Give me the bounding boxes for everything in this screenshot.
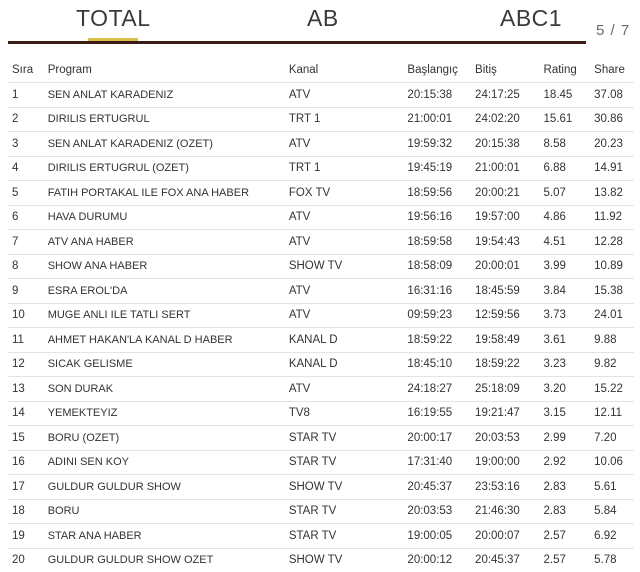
cell-program: BORU (OZET): [48, 426, 289, 451]
cell-rank: 20: [8, 548, 48, 572]
ratings-table: [8, 58, 634, 572]
cell-baslangic: 09:59:23: [407, 303, 475, 328]
cell-rating: 18.45: [544, 83, 595, 108]
cell-rank: 6: [8, 205, 48, 230]
audience-tab-bar: [0, 0, 640, 44]
cell-rank: 14: [8, 401, 48, 426]
cell-rank: 2: [8, 107, 48, 132]
table-row[interactable]: [8, 83, 634, 108]
cell-kanal: TV8: [289, 401, 408, 426]
cell-share: 10.06: [594, 450, 634, 475]
cell-kanal: ATV: [289, 205, 408, 230]
cell-kanal: ATV: [289, 377, 408, 402]
cell-kanal: KANAL D: [289, 328, 408, 353]
cell-share: 24.01: [594, 303, 634, 328]
cell-share: 15.22: [594, 377, 634, 402]
cell-rating: 3.73: [544, 303, 595, 328]
column-header-baslangic[interactable]: Başlangıç: [407, 58, 475, 83]
cell-program: DIRILIS ERTUGRUL (OZET): [48, 156, 289, 181]
cell-share: 12.28: [594, 230, 634, 255]
cell-rank: 11: [8, 328, 48, 353]
cell-program: GULDUR GULDUR SHOW: [48, 475, 289, 500]
table-row[interactable]: [8, 475, 634, 500]
table-row[interactable]: [8, 426, 634, 451]
cell-bitis: 20:00:21: [475, 181, 543, 206]
tab-ab[interactable]: AB: [307, 5, 339, 32]
cell-bitis: 19:58:49: [475, 328, 543, 353]
cell-share: 13.82: [594, 181, 634, 206]
cell-rank: 7: [8, 230, 48, 255]
cell-rank: 17: [8, 475, 48, 500]
cell-kanal: STAR TV: [289, 499, 408, 524]
cell-rating: 2.57: [544, 548, 595, 572]
cell-kanal: SHOW TV: [289, 254, 408, 279]
cell-bitis: 25:18:09: [475, 377, 543, 402]
cell-program: SEN ANLAT KARADENIZ: [48, 83, 289, 108]
cell-rating: 3.23: [544, 352, 595, 377]
cell-rank: 18: [8, 499, 48, 524]
cell-bitis: 12:59:56: [475, 303, 543, 328]
cell-kanal: ATV: [289, 303, 408, 328]
cell-rating: 4.86: [544, 205, 595, 230]
cell-rank: 19: [8, 524, 48, 549]
cell-rank: 13: [8, 377, 48, 402]
cell-baslangic: 18:59:56: [407, 181, 475, 206]
cell-rating: 3.61: [544, 328, 595, 353]
cell-baslangic: 19:45:19: [407, 156, 475, 181]
cell-kanal: ATV: [289, 279, 408, 304]
cell-rating: 5.07: [544, 181, 595, 206]
cell-rating: 3.15: [544, 401, 595, 426]
cell-rating: 3.99: [544, 254, 595, 279]
column-header-kanal[interactable]: Kanal: [289, 58, 408, 83]
table-row[interactable]: [8, 303, 634, 328]
cell-rating: 2.83: [544, 499, 595, 524]
cell-program: SICAK GELISME: [48, 352, 289, 377]
cell-bitis: 18:59:22: [475, 352, 543, 377]
cell-bitis: 19:00:00: [475, 450, 543, 475]
cell-rating: 2.99: [544, 426, 595, 451]
column-header-program[interactable]: Program: [48, 58, 289, 83]
cell-baslangic: 18:45:10: [407, 352, 475, 377]
cell-baslangic: 18:59:58: [407, 230, 475, 255]
cell-program: SON DURAK: [48, 377, 289, 402]
cell-bitis: 21:00:01: [475, 156, 543, 181]
cell-program: HAVA DURUMU: [48, 205, 289, 230]
cell-rating: 4.51: [544, 230, 595, 255]
cell-share: 10.89: [594, 254, 634, 279]
cell-share: 37.08: [594, 83, 634, 108]
column-header-share[interactable]: Share: [594, 58, 634, 83]
table-row[interactable]: [8, 205, 634, 230]
cell-rating: 2.57: [544, 524, 595, 549]
table-header-row: [8, 58, 634, 83]
cell-kanal: ATV: [289, 83, 408, 108]
cell-kanal: STAR TV: [289, 524, 408, 549]
cell-share: 14.91: [594, 156, 634, 181]
cell-share: 9.88: [594, 328, 634, 353]
column-header-rating[interactable]: Rating: [544, 58, 595, 83]
table-row[interactable]: [8, 401, 634, 426]
cell-kanal: TRT 1: [289, 107, 408, 132]
column-header-rank[interactable]: Sıra: [8, 58, 48, 83]
tab-total[interactable]: TOTAL: [76, 5, 151, 32]
cell-kanal: ATV: [289, 132, 408, 157]
cell-share: 12.11: [594, 401, 634, 426]
cell-bitis: 20:00:07: [475, 524, 543, 549]
cell-program: ADINI SEN KOY: [48, 450, 289, 475]
cell-bitis: 19:21:47: [475, 401, 543, 426]
cell-rank: 3: [8, 132, 48, 157]
cell-bitis: 24:02:20: [475, 107, 543, 132]
cell-rank: 8: [8, 254, 48, 279]
cell-share: 15.38: [594, 279, 634, 304]
tab-abc1[interactable]: ABC1: [500, 5, 562, 32]
cell-program: ATV ANA HABER: [48, 230, 289, 255]
cell-program: YEMEKTEYIZ: [48, 401, 289, 426]
cell-share: 5.78: [594, 548, 634, 572]
table-row[interactable]: [8, 181, 634, 206]
cell-kanal: SHOW TV: [289, 548, 408, 572]
cell-program: STAR ANA HABER: [48, 524, 289, 549]
table-body: [8, 83, 634, 572]
cell-baslangic: 20:00:12: [407, 548, 475, 572]
cell-baslangic: 16:31:16: [407, 279, 475, 304]
cell-rating: 8.58: [544, 132, 595, 157]
cell-program: FATIH PORTAKAL ILE FOX ANA HABER: [48, 181, 289, 206]
cell-program: GULDUR GULDUR SHOW OZET: [48, 548, 289, 572]
cell-kanal: STAR TV: [289, 426, 408, 451]
column-header-bitis[interactable]: Bitiş: [475, 58, 543, 83]
cell-kanal: ATV: [289, 230, 408, 255]
table-row[interactable]: [8, 156, 634, 181]
cell-rating: 15.61: [544, 107, 595, 132]
table-row[interactable]: [8, 230, 634, 255]
cell-rank: 12: [8, 352, 48, 377]
cell-kanal: KANAL D: [289, 352, 408, 377]
cell-bitis: 20:00:01: [475, 254, 543, 279]
cell-rating: 3.84: [544, 279, 595, 304]
cell-baslangic: 18:59:22: [407, 328, 475, 353]
table-row[interactable]: [8, 328, 634, 353]
page-indicator: 5 / 7: [596, 22, 630, 39]
cell-rank: 5: [8, 181, 48, 206]
cell-share: 11.92: [594, 205, 634, 230]
cell-kanal: SHOW TV: [289, 475, 408, 500]
cell-baslangic: 20:00:17: [407, 426, 475, 451]
cell-share: 7.20: [594, 426, 634, 451]
cell-program: SHOW ANA HABER: [48, 254, 289, 279]
cell-rank: 16: [8, 450, 48, 475]
cell-program: DIRILIS ERTUGRUL: [48, 107, 289, 132]
cell-baslangic: 20:45:37: [407, 475, 475, 500]
cell-program: AHMET HAKAN'LA KANAL D HABER: [48, 328, 289, 353]
table-row[interactable]: [8, 499, 634, 524]
cell-rating: 2.92: [544, 450, 595, 475]
cell-bitis: 20:45:37: [475, 548, 543, 572]
cell-program: SEN ANLAT KARADENIZ (OZET): [48, 132, 289, 157]
cell-bitis: 24:17:25: [475, 83, 543, 108]
cell-baslangic: 21:00:01: [407, 107, 475, 132]
table-row[interactable]: [8, 107, 634, 132]
cell-bitis: 23:53:16: [475, 475, 543, 500]
cell-bitis: 21:46:30: [475, 499, 543, 524]
table-row[interactable]: [8, 352, 634, 377]
cell-rank: 4: [8, 156, 48, 181]
cell-rating: 3.20: [544, 377, 595, 402]
cell-program: MUGE ANLI ILE TATLI SERT: [48, 303, 289, 328]
cell-share: 30.86: [594, 107, 634, 132]
cell-program: ESRA EROL'DA: [48, 279, 289, 304]
cell-bitis: 18:45:59: [475, 279, 543, 304]
table-row[interactable]: [8, 132, 634, 157]
cell-rating: 6.88: [544, 156, 595, 181]
cell-baslangic: 24:18:27: [407, 377, 475, 402]
cell-bitis: 19:54:43: [475, 230, 543, 255]
header-divider: [8, 41, 586, 44]
table-row[interactable]: [8, 450, 634, 475]
cell-kanal: FOX TV: [289, 181, 408, 206]
cell-rank: 10: [8, 303, 48, 328]
cell-bitis: 20:03:53: [475, 426, 543, 451]
cell-bitis: 19:57:00: [475, 205, 543, 230]
cell-rank: 1: [8, 83, 48, 108]
cell-share: 5.61: [594, 475, 634, 500]
cell-baslangic: 19:56:16: [407, 205, 475, 230]
cell-share: 5.84: [594, 499, 634, 524]
cell-baslangic: 19:00:05: [407, 524, 475, 549]
table-row[interactable]: [8, 548, 634, 572]
cell-rank: 15: [8, 426, 48, 451]
cell-baslangic: 16:19:55: [407, 401, 475, 426]
cell-share: 9.82: [594, 352, 634, 377]
cell-share: 6.92: [594, 524, 634, 549]
cell-kanal: STAR TV: [289, 450, 408, 475]
table-row[interactable]: [8, 377, 634, 402]
cell-program: BORU: [48, 499, 289, 524]
table-row[interactable]: [8, 279, 634, 304]
cell-baslangic: 20:15:38: [407, 83, 475, 108]
cell-baslangic: 18:58:09: [407, 254, 475, 279]
cell-baslangic: 17:31:40: [407, 450, 475, 475]
cell-bitis: 20:15:38: [475, 132, 543, 157]
cell-rank: 9: [8, 279, 48, 304]
table-row[interactable]: [8, 524, 634, 549]
table-row[interactable]: [8, 254, 634, 279]
cell-baslangic: 19:59:32: [407, 132, 475, 157]
cell-rating: 2.83: [544, 475, 595, 500]
cell-share: 20.23: [594, 132, 634, 157]
cell-baslangic: 20:03:53: [407, 499, 475, 524]
cell-kanal: TRT 1: [289, 156, 408, 181]
